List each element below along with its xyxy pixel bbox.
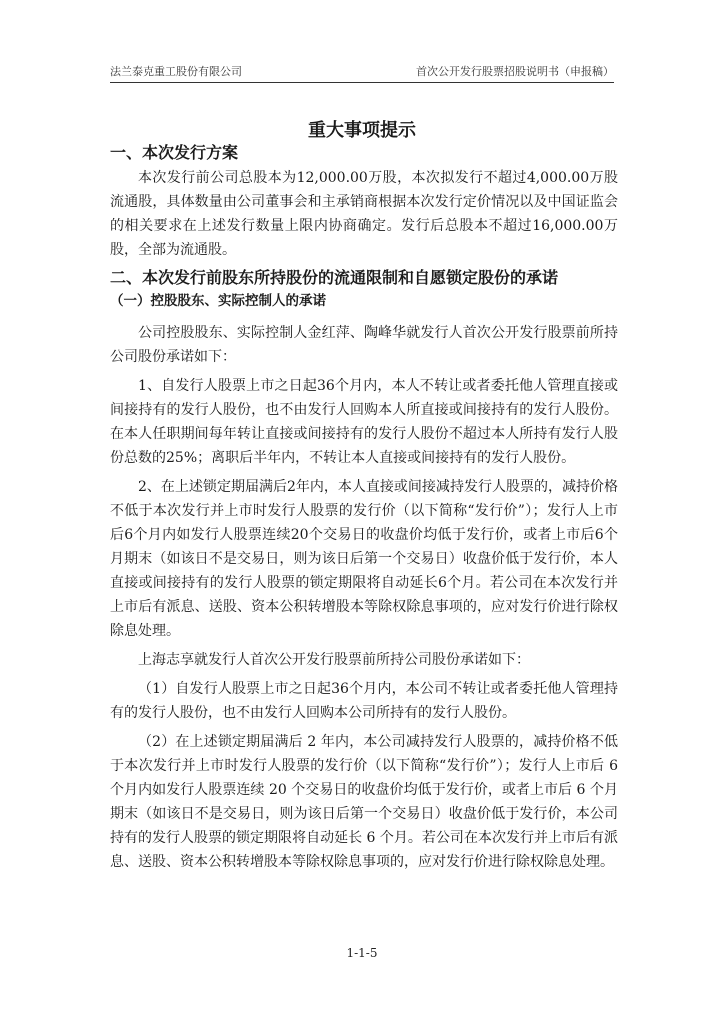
page-title: 重大事项提示 (308, 120, 416, 141)
controller-commitment-2: 2、在上述锁定期届满后2年内，本人直接或间接减持发行人股票的，减持价格不低于本次发行并上市时发行人股票的发行价（以下简称“发行价”）；发行人上市后6个月内如发行人股票连续20个交易日的收盘价均低于发行价，或者上市后6个月期末（如该日不是交易日，则为该日后第一个交易日）收盘价低于发行价，本人直接或间接持有的发行人股票的锁定期限将自动延长6个月。若公司在本次发行并上市后有派息、送股、资本公积转增股本等除权除息事项的，应对发行价进行除权除息处理。 (110, 479, 618, 639)
controller-intro-paragraph: 公司控股股东、实际控制人金红萍、陶峰华就发行人首次公开发行股票前所持公司股份承诺如下： (110, 325, 618, 365)
controller-commitment-1: 1、自发行人股票上市之日起36个月内，本人不转让或者委托他人管理直接或间接持有的发行人股份，也不由发行人回购本人所直接或间接持有的发行人股份。在本人任职期间每年转让直接或间接持有的发行人股份不超过本人所持有发行人股份总数的25%；离职后半年内，不转让本人直接或间接持有的发行人股份。 (110, 378, 618, 466)
subsection-1-heading: （一）控股股东、实际控制人的承诺 (110, 293, 326, 309)
document-body (110, 142, 618, 874)
zhixiang-intro-paragraph: 上海志享就发行人首次公开发行股票前所持公司股份承诺如下： (138, 652, 530, 668)
page-header (110, 62, 614, 83)
section-1-paragraph: 本次发行前公司总股本为12,000.00万股，本次拟发行不超过4,000.00万股流通股，具体数量由公司董事会和主承销商根据本次发行定价情况以及中国证监会的相关要求在上述发行数量上限内协商确定。发行后总股本不超过16,000.00万股，全部为流通股。 (110, 170, 618, 258)
section-1-heading: 一、本次发行方案 (110, 143, 239, 162)
section-2-heading: 二、本次发行前股东所持股份的流通限制和自愿锁定股份的承诺 (110, 268, 559, 287)
header-document-name: 首次公开发行股票招股说明书（申报稿） (416, 65, 614, 78)
zhixiang-commitment-1: （1）自发行人股票上市之日起36个月内，本公司不转让或者委托他人管理持有的发行人股份，也不由发行人回购本公司所持有的发行人股份。 (110, 681, 618, 721)
header-company: 法兰泰克重工股份有限公司 (110, 65, 242, 78)
zhixiang-commitment-2: （2）在上述锁定期届满后 2 年内，本公司减持发行人股票的，减持价格不低于本次发行并上市时发行人股票的发行价（以下简称“发行价”）；发行人上市后 6 个月内如发行人股票连续 20 个交易日的收盘价均低于发行价，或者上市后 6 个月期末（如该日不是交易日，则为该日后第一个交易日）收盘价低于发行价，本公司持有的发行人股票的锁定期限将自动延长 6 个月。若公司在本次发行并上市后有派息、送股、资本公积转增股本等除权除息事项的，应对发行价进行除权除息处理。 (110, 734, 618, 870)
page-number: 1-1-5 (346, 946, 378, 960)
